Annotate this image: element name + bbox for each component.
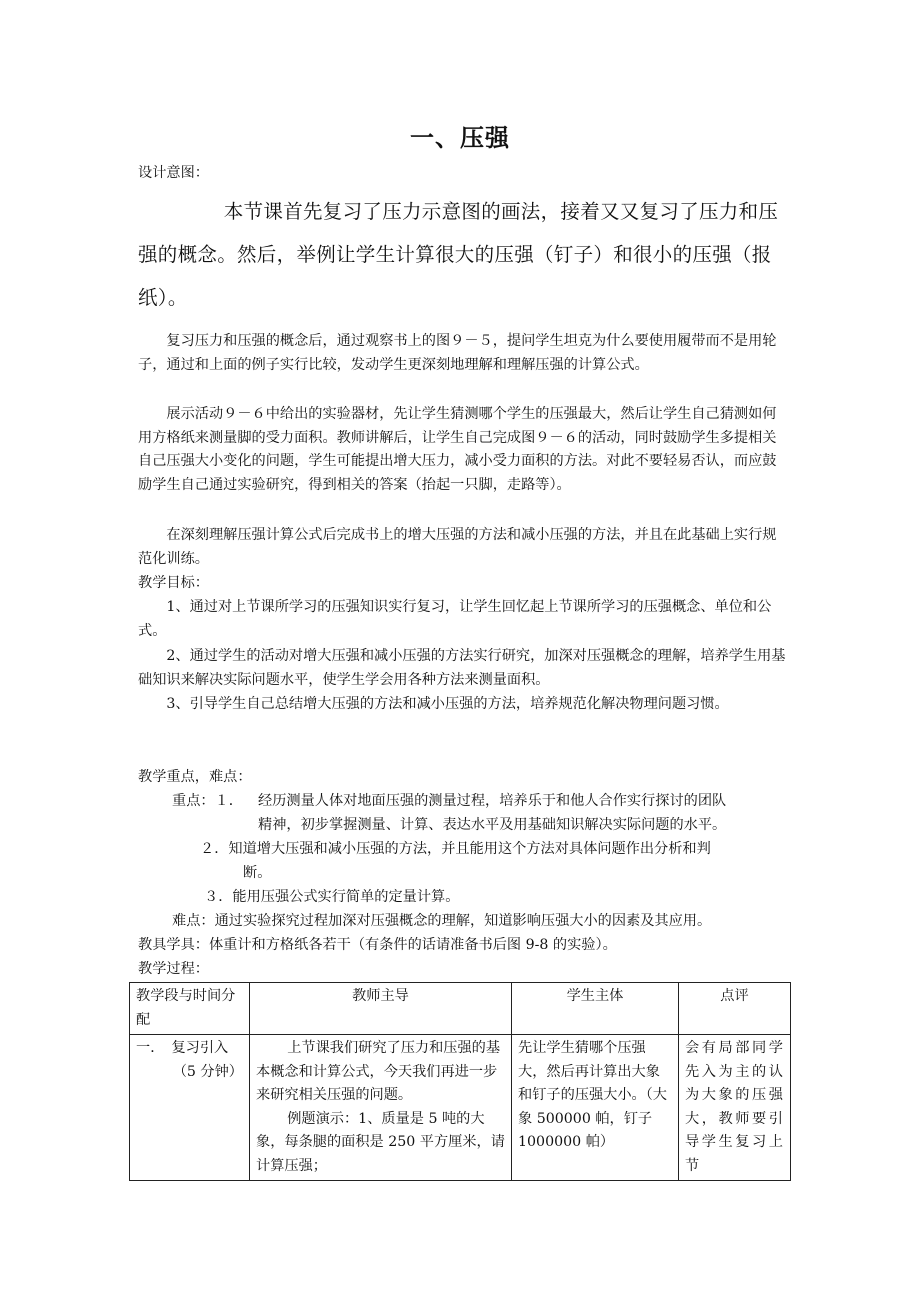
teacher-cell — [250, 1035, 512, 1181]
student-cell: 先让学生猜哪个压强大，然后再计算出大象和钉子的压强大小。（大象 500000 帕，钉子 1000000 帕） — [512, 1035, 679, 1181]
key-point-2-line-2: 断。 — [243, 865, 272, 881]
stage-cell — [130, 1035, 250, 1181]
header-teacher: 教师主导 — [250, 983, 512, 1035]
key-points-label: 教学重点，难点： — [138, 769, 252, 785]
key-point-1-prefix: 重点：１． — [172, 793, 243, 809]
key-point-1-line-1: 经历测量人体对地面压强的测量过程，培养乐于和他人合作实行探讨的团队 — [258, 793, 727, 809]
stage-name: 一． 复习引入 — [136, 1040, 229, 1056]
process-label: 教学过程： — [138, 961, 209, 977]
teacher-text-2: 例题演示：1、质量是 5 吨的大象，每条腿的面积是 250 平方厘米，请计算压强； — [256, 1110, 505, 1174]
key-point-2-line-1: ２．知道增大压强和减小压强的方法，并且能用这个方法对具体问题作出分析和判 — [200, 841, 711, 857]
stage-time: （5 分钟） — [172, 1063, 243, 1080]
header-student: 学生主体 — [512, 983, 679, 1035]
paragraph-1: 复习压力和压强的概念后，通过观察书上的图９－５，提问学生坦克为什么要使用履带而不是用轮子，通过和上面的例子实行比较，发动学生更深刻地理解和理解压强的计算公式。 — [138, 333, 777, 373]
comment-cell: 会有局部同学先入为主的认为大象的压强大，教师要引导学生复习上节 — [679, 1035, 791, 1181]
goals-label: 教学目标： — [138, 575, 209, 591]
goal-1: 1、通过对上节课所学习的压强知识实行复习，让学生回忆起上节课所学习的压强概念、单位和公式。 — [138, 599, 772, 639]
paragraph-3: 在深刻理解压强计算公式后完成书上的增大压强的方法和减小压强的方法，并且在此基础上实行规范化训练。 — [138, 527, 777, 567]
teacher-text-1: 上节课我们研究了压力和压强的基本概念和计算公式，今天我们再进一步来研究相关压强的问题。 — [256, 1040, 501, 1103]
goal-3: 3、引导学生自己总结增大压强的方法和减小压强的方法，培养规范化解决物理问题习惯。 — [166, 696, 729, 712]
table-header-row — [130, 983, 791, 1035]
key-point-3: ３．能用压强公式实行简单的定量计算。 — [204, 889, 460, 905]
paragraph-2: 展示活动９－６中给出的实验器材，先让学生猜测哪个学生的压强最大，然后让学生自己猜测如何用方格纸来测量脚的受力面积。教师讲解后，让学生自己完成图９－６的活动，同时鼓励学生多提相关自己压强大小变化的问题，学生可能提出增大压力，减小受力面积的方法。对此不要轻易否认，而应鼓励学生自己通过实验研究，得到相关的答案（抬起一只脚，走路等）。 — [138, 406, 777, 493]
goal-2: 2、通过学生的活动对增大压强和减小压强的方法实行研究，加深对压强概念的理解，培养学生用基础知识来解决实际问题水平，使学生学会用各种方法来测量面积。 — [138, 648, 786, 688]
process-table — [129, 982, 791, 1181]
teaching-tools: 教具学具：体重计和方格纸各若干（有条件的话请准备书后图 9-8 的实验）。 — [138, 937, 617, 953]
intro-paragraph: 本节课首先复习了压力示意图的画法，接着又又复习了压力和压强的概念。然后，举例让学生计算很大的压强（钉子）和很小的压强（报纸）。 — [138, 200, 779, 309]
difficulty-point: 难点：通过实验探究过程加深对压强概念的理解，知道影响压强大小的因素及其应用。 — [172, 913, 712, 929]
table-row — [130, 1035, 791, 1181]
key-point-1-line-2: 精神，初步掌握测量、计算、表达水平及用基础知识解决实际问题的水平。 — [258, 817, 727, 833]
header-comment: 点评 — [679, 983, 791, 1035]
header-stage: 教学段与时间分配 — [130, 983, 250, 1035]
page-title: 一、压强 — [410, 124, 510, 152]
design-intent-label: 设计意图： — [138, 165, 209, 181]
